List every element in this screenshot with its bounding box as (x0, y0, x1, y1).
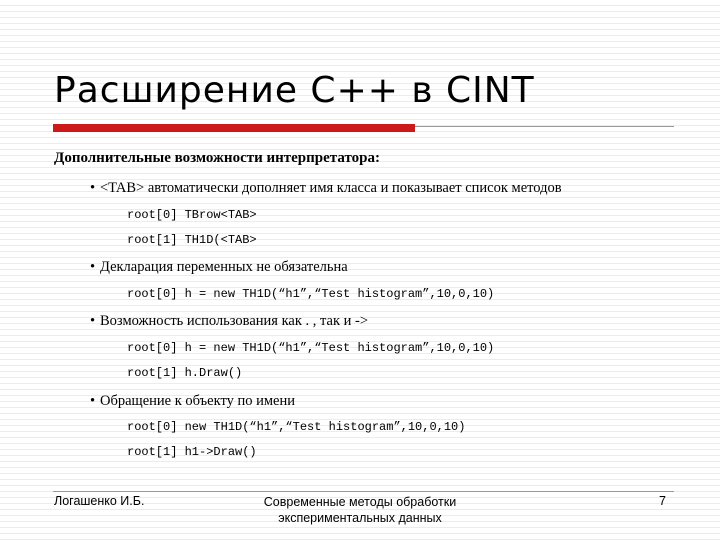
bullet-text: <TAB> автоматически дополняет имя класса и показывает список методов (100, 180, 562, 196)
slide-title: Расширение C++ в CINT (54, 70, 535, 111)
footer-course (250, 494, 470, 526)
bullet-icon: • (90, 313, 96, 329)
bullet-icon: • (90, 393, 96, 409)
code-line: root[1] h1->Draw() (127, 445, 257, 459)
bullet-text: Декларация переменных не обязательна (100, 259, 348, 275)
footer-divider-line (53, 491, 674, 492)
code-line: root[0] new TH1D(“h1”,“Test histogram”,10,0,10) (127, 420, 466, 434)
bullet-icon: • (90, 180, 96, 196)
code-line: root[0] h = new TH1D(“h1”,“Test histogram”,10,0,10) (127, 341, 495, 355)
code-line: root[0] TBrow<TAB> (127, 208, 257, 222)
title-divider-line (415, 126, 674, 127)
footer-author: Логашенко И.Б. (54, 494, 145, 508)
footer-course-line-1: Современные методы обработки (263, 495, 457, 509)
bullet-item-2 (90, 259, 348, 276)
code-line: root[0] h = new TH1D(“h1”,“Test histogram”,10,0,10) (127, 287, 495, 301)
page-number: 7 (659, 494, 666, 508)
lead-heading: Дополнительные возможности интерпретатора: (54, 150, 380, 166)
bullet-item-1 (90, 180, 562, 197)
title-accent-bar (53, 124, 415, 132)
bullet-item-4 (90, 393, 295, 410)
bullet-text: Обращение к объекту по имени (100, 393, 295, 409)
code-line: root[1] h.Draw() (127, 366, 243, 380)
bullet-icon: • (90, 259, 96, 275)
footer-course-line-2: экспериментальных данных (278, 511, 442, 525)
bullet-item-3 (90, 313, 368, 330)
code-line: root[1] TH1D(<TAB> (127, 233, 257, 247)
bullet-text: Возможность использования как . , так и -> (100, 313, 369, 329)
